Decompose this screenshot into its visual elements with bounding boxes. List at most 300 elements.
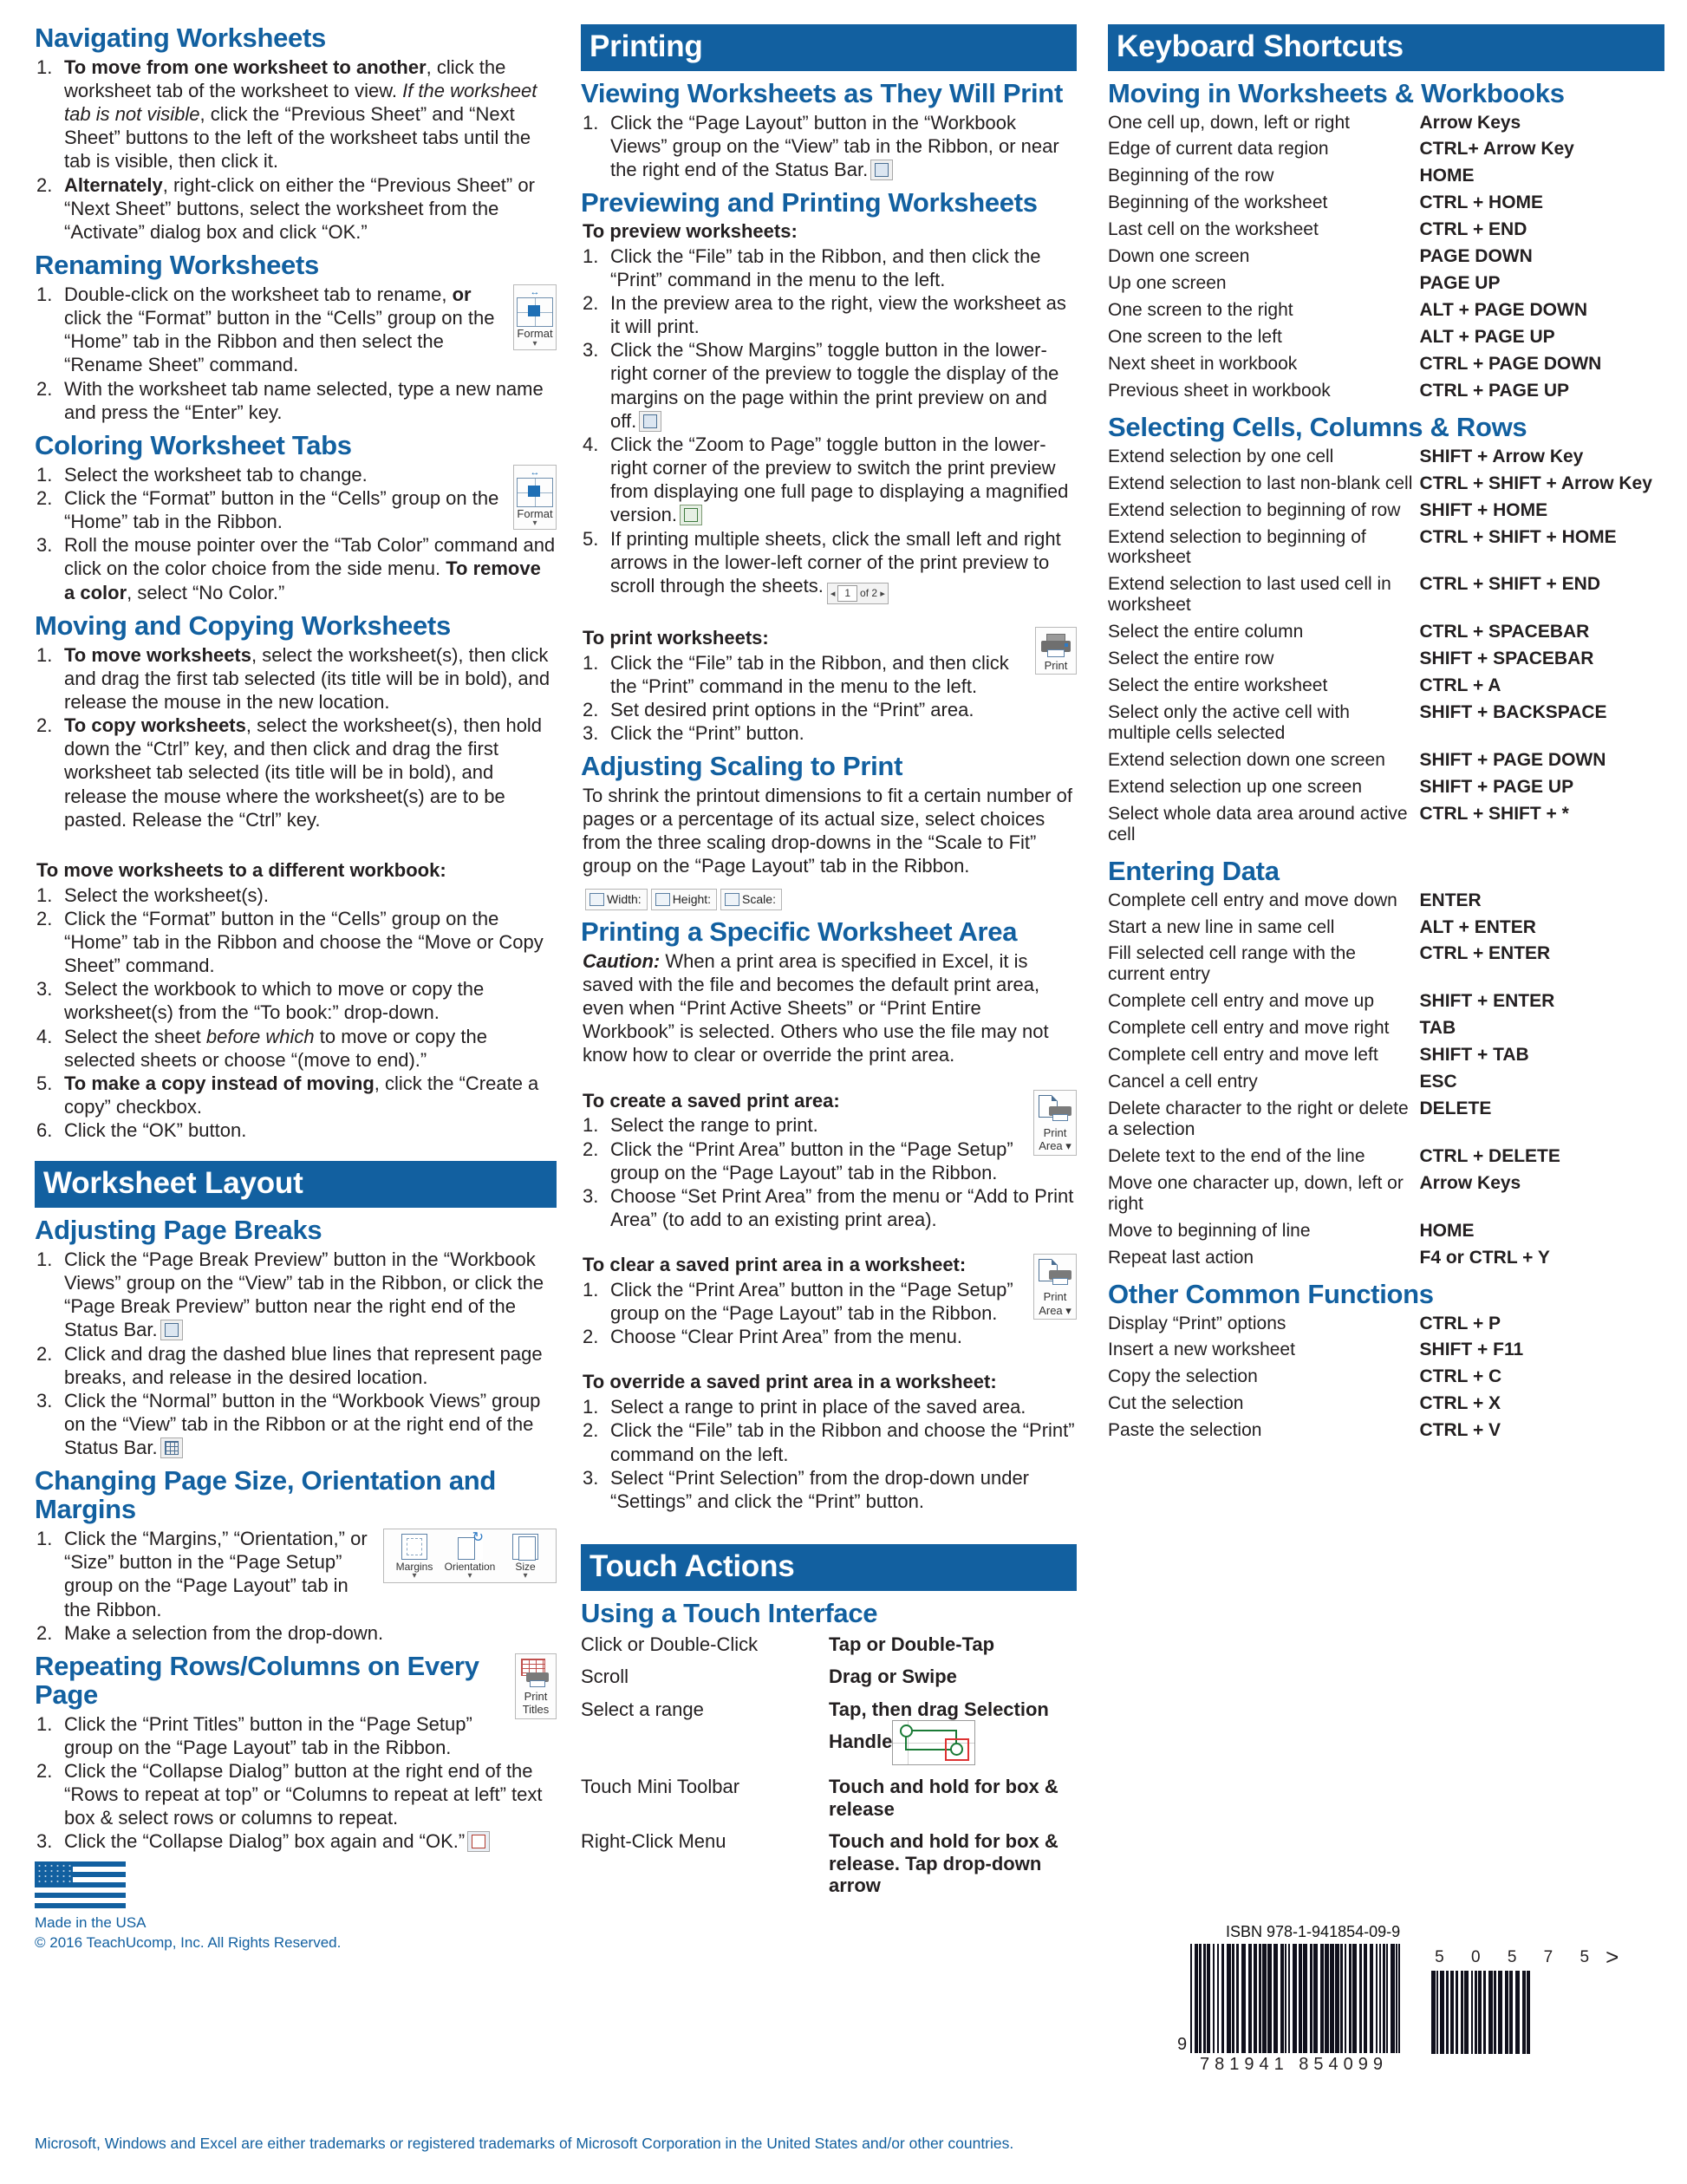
touch-gesture: Tap, then drag Selection Handle <box>829 1696 1077 1774</box>
page-total-label: of 2 <box>860 586 878 599</box>
shortcut-keys: SHIFT + F11 <box>1419 1340 1524 1360</box>
table-row <box>1108 111 1664 138</box>
page-number-input[interactable]: 1 <box>837 585 857 602</box>
shortcut-keys: PAGE UP <box>1419 273 1501 294</box>
shortcut-keys: F4 or CTRL + Y <box>1419 1247 1550 1268</box>
step-text: Click and drag the dashed blue lines that represent page breaks, and release in the desired location. <box>64 1342 543 1388</box>
shortcut-keys: CTRL + C <box>1419 1366 1502 1387</box>
section-heading-entering-data: Entering Data <box>1108 855 1280 886</box>
section-heading-repeating-rows-columns: Repeating Rows/Columns on Every Page <box>35 1650 479 1710</box>
print-area-label-1-b: Print <box>1043 1290 1067 1304</box>
table-row <box>1108 1418 1664 1445</box>
steps-repeating-rows-columns <box>35 1712 557 1854</box>
table-row <box>1108 445 1664 472</box>
table-row <box>581 1696 1077 1774</box>
leadin-clear-saved-print-area: To clear a saved print area in a worksheet: <box>583 1254 967 1276</box>
list-item: 1. To move from one worksheet to another, click the worksheet tab of the worksheet to view. If the worksheet tab is not visible, click the “Previous Sheet” and “Next Sheet” buttons to the left of the worksheet tabs until the tab is visible, then click it. <box>36 55 537 173</box>
shortcut-description: Delete text to the end of the line <box>1108 1145 1365 1166</box>
banner-worksheet-layout: Worksheet Layout <box>35 1161 557 1208</box>
table-row <box>1108 748 1664 775</box>
height-dropdown[interactable] <box>651 889 717 910</box>
shortcut-keys: HOME <box>1419 1220 1475 1241</box>
shortcut-description: Extend selection to beginning of row <box>1108 499 1401 520</box>
table-row <box>1108 1392 1664 1418</box>
width-label: Width: <box>607 891 642 906</box>
touch-action: Click or Double-Click <box>581 1633 759 1655</box>
list-item: 5. If printing multiple sheets, click the small left and right arrows in the lower-left corner of the print preview to scroll through the sheets. ◂ 1 of 2 ▸ <box>581 527 1077 604</box>
step-text: Choose “Set Print Area” from the menu or “Add to Print Area” (to add to an existing print area). <box>610 1184 1074 1231</box>
steps-preview-worksheets <box>581 244 1077 604</box>
step-text: Click the “Print Area” button in the “Page Setup” group on the “Page Layout” tab in the Ribbon. <box>610 1138 1013 1183</box>
list-item: 2. Make a selection from the drop-down. <box>36 1621 384 1644</box>
shortcut-description: Up one screen <box>1108 273 1227 294</box>
shortcut-keys: DELETE <box>1419 1099 1492 1119</box>
shortcut-keys: HOME <box>1419 166 1475 186</box>
steps-print-worksheets <box>581 651 1077 746</box>
orientation-label: Orientation <box>444 1561 496 1574</box>
step-text: Select the range to print. <box>610 1114 818 1137</box>
steps-override-saved-print-area <box>581 1395 1077 1513</box>
list-item: 2. With the worksheet tab name selected, type a new name and press the “Enter” key. <box>36 377 544 423</box>
shortcut-description: One screen to the right <box>1108 300 1293 321</box>
step-text: Click the “File” tab in the Ribbon, and then click the “Print” command in the menu to the left. <box>610 651 1009 697</box>
shortcut-keys: CTRL + X <box>1419 1393 1501 1414</box>
shortcut-keys: SHIFT + Arrow Key <box>1419 446 1584 466</box>
size-button[interactable]: Size ▾ <box>498 1534 552 1580</box>
ean5-addon-barcode <box>1431 1971 1619 2054</box>
page-break-preview-status-icon[interactable] <box>160 1320 183 1340</box>
list-item: 4. Click the “Zoom to Page” toggle button in the lower-right corner of the preview to switch the print preview from displaying one full page to displaying a magnified version. <box>583 433 1069 526</box>
shortcut-description: Extend selection by one cell <box>1108 446 1334 466</box>
shortcut-description: Complete cell entry and move right <box>1108 1018 1390 1039</box>
shortcut-description: Beginning of the row <box>1108 166 1274 186</box>
list-item: 1. Click the “Print Area” button in the “Page Setup” group on the “Page Layout” tab in the Ribbon. <box>583 1279 1013 1325</box>
leadin-override-saved-print-area: To override a saved print area in a worksheet: <box>583 1371 997 1393</box>
banner-keyboard-shortcuts: Keyboard Shortcuts <box>1108 24 1664 71</box>
orientation-button[interactable]: ↻ Orientation ▾ <box>443 1534 497 1580</box>
shortcut-description: Paste the selection <box>1108 1420 1262 1441</box>
list-item: 2. Alternately, right-click on either the “Previous Sheet” or “Next Sheet” buttons, select the worksheet from the “Activate” dialog box and click “OK.” <box>36 173 535 243</box>
shortcut-description: Select whole data area around active cell <box>1108 803 1408 844</box>
table-row <box>1108 1246 1664 1273</box>
list-item: 1. Click the “Margins,” “Orientation,” or “Size” button in the “Page Setup” group on the “Page Layout” tab in the Ribbon. <box>36 1528 368 1620</box>
shortcut-description: Repeat last action <box>1108 1247 1254 1268</box>
step-text: Choose “Clear Print Area” from the menu. <box>610 1326 962 1348</box>
shortcut-description: Extend selection to last used cell in worksheet <box>1108 574 1391 616</box>
step-text: Click the “Zoom to Page” toggle button in the lower-right corner of the preview to switch the print preview from displaying one full page to displaying a magnified version. <box>610 433 1069 526</box>
shortcut-rows-other <box>1108 1312 1664 1446</box>
shortcut-keys: ALT + PAGE DOWN <box>1419 300 1587 321</box>
step-text: Click the “Print Area” button in the “Page Setup” group on the “Page Layout” tab in the Ribbon. <box>610 1279 1013 1325</box>
list-item: 2. Click and drag the dashed blue lines that represent page breaks, and release in the desired location. <box>36 1342 543 1388</box>
touch-gesture: Touch and hold for box & release <box>829 1776 1058 1820</box>
shortcut-keys: CTRL + PAGE UP <box>1419 380 1570 401</box>
ean13-barcode <box>1190 1944 1402 2053</box>
step-text: Set desired print options in the “Print” area. <box>610 698 974 720</box>
table-row <box>1108 1338 1664 1365</box>
format-button-icon[interactable]: ↔ Format ▾ <box>513 284 557 350</box>
table-row <box>1108 472 1664 499</box>
shortcut-description: Previous sheet in workbook <box>1108 380 1331 401</box>
step-text: Alternately, right-click on either the “Previous Sheet” or “Next Sheet” buttons, select the worksheet from the “Activate” dialog box and click “OK.” <box>64 173 535 243</box>
step-text: Select the worksheet tab to change. <box>64 463 368 486</box>
list-item: 2. Click the “Format” button in the “Cells” group on the “Home” tab in the Ribbon. <box>36 486 499 533</box>
step-text: Click the “Normal” button in the “Workbook Views” group on the “View” tab in the Ribbon or at the right end of the Status Bar. <box>64 1389 541 1459</box>
list-item: 1. To move worksheets, select the worksheet(s), then click and drag the first tab selected (its title will be in bold), and release the mouse in the new location. <box>36 643 550 713</box>
table-row <box>1108 1312 1664 1339</box>
barcode-digits: 781941 854099 <box>1200 2055 1389 2074</box>
list-item: 2. Click the “Format” button in the “Cells” group on the “Home” tab in the Ribbon and choose the “Move or Copy Sheet” command. <box>36 907 544 977</box>
shortcut-keys: CTRL + END <box>1419 219 1527 240</box>
step-text: Make a selection from the drop-down. <box>64 1621 384 1644</box>
list-item: 3. Select “Print Selection” from the drop-down under “Settings” and click the “Print” button. <box>583 1466 1030 1512</box>
leadin-move-to-different-workbook: To move worksheets to a different workbook: <box>36 858 446 881</box>
shortcut-description: Complete cell entry and move left <box>1108 1045 1378 1066</box>
table-row <box>1108 379 1664 406</box>
table-row <box>1108 889 1664 916</box>
shortcut-description: Extend selection down one screen <box>1108 749 1385 770</box>
shortcut-description: Cut the selection <box>1108 1393 1244 1414</box>
print-area-label-1: Print <box>1043 1125 1067 1139</box>
steps-adjusting-page-breaks <box>35 1248 557 1459</box>
shortcut-description: Copy the selection <box>1108 1366 1258 1387</box>
table-row <box>1108 137 1664 164</box>
print-titles-button-icon[interactable] <box>515 1653 557 1719</box>
step-text: Select the workbook to which to move or copy the worksheet(s) from the “To book:” drop-down. <box>64 978 485 1024</box>
table-row <box>1108 1365 1664 1392</box>
barcode-addon-digits: 5 0 5 7 5 <box>1435 1947 1601 1966</box>
show-margins-icon[interactable] <box>639 411 661 432</box>
leadin-to-print-worksheets: To print worksheets: <box>583 626 769 649</box>
table-row <box>1108 218 1664 244</box>
shortcut-description: Complete cell entry and move up <box>1108 991 1374 1012</box>
touch-actions-table <box>581 1631 1077 1905</box>
shortcut-keys: CTRL + ENTER <box>1419 943 1551 964</box>
touch-action: Select a range <box>581 1698 704 1720</box>
scale-label: Scale: <box>742 891 776 906</box>
print-area-label-2-b: Area ▾ <box>1039 1303 1071 1317</box>
column-printing <box>572 24 1092 1953</box>
touch-gesture: Touch and hold for box & release. Tap drop-down arrow <box>829 1830 1058 1897</box>
print-titles-label-2: Titles <box>522 1703 550 1717</box>
barcode-block <box>1177 1923 1663 2075</box>
list-item: 3. Select the workbook to which to move or copy the worksheet(s) from the “To book:” drop-down. <box>36 978 485 1024</box>
steps-move-to-different-workbook <box>35 883 557 1143</box>
step-text: To make a copy instead of moving, click the “Create a copy” checkbox. <box>64 1072 539 1118</box>
table-row <box>1108 1097 1664 1144</box>
margins-label: Margins <box>395 1561 433 1574</box>
page-layout-status-icon[interactable] <box>870 160 893 180</box>
table-row <box>1108 164 1664 191</box>
scale-to-fit-buttons[interactable] <box>585 885 785 910</box>
size-label: Size <box>515 1561 536 1574</box>
step-text: Click the “Format” button in the “Cells” group on the “Home” tab in the Ribbon and choose the “Move or Copy Sheet” command. <box>64 907 544 977</box>
steps-clear-saved-print-area <box>581 1278 1077 1348</box>
shortcut-keys: SHIFT + PAGE UP <box>1419 776 1574 797</box>
table-row <box>1108 1144 1664 1171</box>
shortcut-keys: ENTER <box>1419 890 1482 910</box>
collapse-dialog-icon[interactable] <box>467 1831 490 1852</box>
step-text: To move worksheets, select the worksheet(s), then click and drag the first tab selected (its title will be in bold), and release the mouse in the new location. <box>64 643 550 713</box>
shortcut-rows-selecting <box>1108 445 1664 850</box>
section-heading-previewing-printing: Previewing and Printing Worksheets <box>581 187 1038 218</box>
caution-label: Caution: <box>583 949 661 972</box>
table-row <box>1108 942 1664 989</box>
shortcut-description: Edge of current data region <box>1108 139 1329 160</box>
section-heading-printing-specific-area: Printing a Specific Worksheet Area <box>581 916 1018 947</box>
step-text: Click the “Collapse Dialog” box again and “OK.” <box>64 1830 466 1853</box>
shortcut-keys: CTRL + SHIFT + * <box>1419 803 1569 824</box>
section-heading-moving-in-worksheets: Moving in Worksheets & Workbooks <box>1108 77 1565 108</box>
shortcut-keys: SHIFT + PAGE DOWN <box>1419 749 1606 770</box>
list-item: 1. Double-click on the worksheet tab to rename, or click the “Format” button in the “Cells” group on the “Home” tab in the Ribbon and then select the “Rename Sheet” command. <box>36 283 495 376</box>
list-item: 6. Click the “OK” button. <box>36 1119 247 1142</box>
step-text: Roll the mouse pointer over the “Tab Color” command and click on the color choice from the side menu. To remove a color, select “No Color.” <box>64 534 556 603</box>
section-heading-viewing-worksheets-print: Viewing Worksheets as They Will Print <box>581 77 1063 108</box>
table-row <box>1108 191 1664 218</box>
print-area-label-2: Area ▾ <box>1039 1139 1071 1153</box>
steps-create-saved-print-area <box>581 1113 1077 1231</box>
barcode-left-digit: 9 <box>1177 2035 1188 2054</box>
list-item: 1. Select the range to print. <box>583 1114 818 1137</box>
format-button-icon-2[interactable]: ↔ Format ▾ <box>513 465 557 531</box>
table-row <box>1108 802 1664 850</box>
shortcut-rows-moving <box>1108 111 1664 406</box>
table-row <box>581 1828 1077 1905</box>
caution-paragraph <box>583 949 1077 1067</box>
section-heading-adjusting-page-breaks: Adjusting Page Breaks <box>35 1215 322 1246</box>
shortcut-description: Start a new line in same cell <box>1108 916 1335 937</box>
list-item: 1. Click the “Page Break Preview” button in the “Workbook Views” group on the “View” tab in the Ribbon, or click the “Page Break Preview” button near the right end of the Status Bar. <box>36 1248 544 1341</box>
width-dropdown[interactable] <box>585 889 648 910</box>
list-item: 3. Click the “Collapse Dialog” box again and “OK.” <box>35 1829 557 1853</box>
steps-moving-copying-worksheets <box>35 643 557 831</box>
list-item: 1. Click the “Print Titles” button in the “Page Setup” group on the “Page Layout” tab in the Ribbon. <box>36 1712 472 1758</box>
step-text: Double-click on the worksheet tab to rename, or click the “Format” button in the “Cells” group on the “Home” tab in the Ribbon and then select the “Rename Sheet” command. <box>64 283 495 376</box>
table-row <box>1108 701 1664 748</box>
step-text: Click the “Margins,” “Orientation,” or “Size” button in the “Page Setup” group on the “Page Layout” tab in the Ribbon. <box>64 1528 368 1620</box>
normal-view-status-icon[interactable] <box>160 1438 183 1458</box>
step-text: In the preview area to the right, view the worksheet as it will print. <box>610 292 1066 338</box>
step-text: Click the “Print Titles” button in the “Page Setup” group on the “Page Layout” tab in the Ribbon. <box>64 1712 472 1758</box>
print-button-label: Print <box>1044 658 1068 672</box>
column-worksheets <box>35 24 572 1953</box>
table-row <box>1108 298 1664 325</box>
usa-flag-icon <box>35 1861 126 1912</box>
section-heading-moving-copying-worksheets: Moving and Copying Worksheets <box>35 610 451 641</box>
list-item: 1. Select the worksheet(s). <box>36 883 269 906</box>
shortcut-keys: Arrow Keys <box>1419 1172 1521 1193</box>
steps-viewing-worksheets-print <box>581 111 1077 181</box>
isbn-text: ISBN 978-1-941854-09-9 <box>1226 1923 1401 1940</box>
step-text: Click the “Format” button in the “Cells” group on the “Home” tab in the Ribbon. <box>64 486 499 533</box>
shortcut-keys: SHIFT + BACKSPACE <box>1419 702 1607 723</box>
step-text: Click the “Print” button. <box>610 722 804 744</box>
table-row <box>1108 499 1664 525</box>
trademark-text: Microsoft, Windows and Excel are either trademarks or registered trademarks of Microsoft Corporation in the United States and/or other countries. <box>35 2135 1014 2152</box>
shortcut-description: Last cell on the worksheet <box>1108 219 1319 240</box>
shortcut-rows-entering <box>1108 889 1664 1273</box>
shortcut-keys: ESC <box>1419 1072 1457 1092</box>
list-item: 2. Click the “File” tab in the Ribbon and choose the “Print” command on the left. <box>583 1419 1075 1465</box>
step-text: Click the “Page Layout” button in the “Workbook Views” group on the “View” tab in the Ribbon, or near the right end of the Status Bar. <box>610 111 1059 180</box>
table-row <box>1108 674 1664 701</box>
list-item: 1. Click the “Page Layout” button in the “Workbook Views” group on the “View” tab in the Ribbon, or near the right end of the Status Bar. <box>583 111 1059 180</box>
touch-action: Touch Mini Toolbar <box>581 1776 740 1798</box>
step-text: Select “Print Selection” from the drop-down under “Settings” and click the “Print” button. <box>610 1466 1030 1512</box>
touch-gesture: Tap or Double-Tap <box>829 1633 995 1655</box>
list-item: 2. Click the “Print Area” button in the “Page Setup” group on the “Page Layout” tab in the Ribbon. <box>583 1138 1013 1183</box>
shortcut-keys: PAGE DOWN <box>1419 246 1533 267</box>
table-row <box>581 1773 1077 1828</box>
scale-dropdown[interactable] <box>720 889 782 910</box>
list-item: 3. Click the “Show Margins” toggle button in the lower-right corner of the preview to toggle the display of the margins on the page within the print preview on and off. <box>583 339 1059 432</box>
list-item: 1. Click the “File” tab in the Ribbon, and then click the “Print” command in the menu to the left. <box>583 244 1041 290</box>
shortcut-table-selecting <box>1108 445 1664 850</box>
table-row <box>1108 1070 1664 1097</box>
step-text: Click the “OK” button. <box>64 1119 247 1142</box>
list-item: 5. To make a copy instead of moving, click the “Create a copy” checkbox. <box>36 1072 539 1118</box>
section-heading-navigating-worksheets: Navigating Worksheets <box>35 23 326 53</box>
shortcut-description: Next sheet in workbook <box>1108 353 1298 374</box>
shortcut-keys: CTRL + DELETE <box>1419 1145 1560 1166</box>
shortcut-description: Beginning of the worksheet <box>1108 192 1328 213</box>
table-row <box>1108 1219 1664 1246</box>
shortcut-description: Select the entire row <box>1108 649 1274 669</box>
shortcut-description: Fill selected cell range with the current entry <box>1108 943 1356 985</box>
shortcut-keys: CTRL + SHIFT + END <box>1419 574 1600 595</box>
shortcut-description: Select the entire worksheet <box>1108 675 1328 696</box>
shortcut-keys: CTRL + A <box>1419 675 1501 696</box>
shortcut-description: Move to beginning of line <box>1108 1220 1311 1241</box>
height-label: Height: <box>672 891 712 906</box>
table-row <box>1108 989 1664 1016</box>
steps-coloring-worksheet-tabs <box>35 463 557 604</box>
step-text: Click the “File” tab in the Ribbon and choose the “Print” command on the left. <box>610 1419 1075 1465</box>
shortcut-keys: CTRL+ Arrow Key <box>1419 139 1574 160</box>
shortcut-table-moving <box>1108 111 1664 406</box>
touch-action: Right-Click Menu <box>581 1830 726 1853</box>
touch-action: Scroll <box>581 1666 629 1688</box>
touch-gesture: Drag or Swipe <box>829 1666 957 1688</box>
print-titles-label-1: Print <box>524 1689 548 1703</box>
list-item: 4. Select the sheet before which to move or copy the selected sheets or choose “(move to end).” <box>36 1025 487 1071</box>
shortcut-description: Extend selection to last non-blank cell <box>1108 473 1413 493</box>
shortcut-description: Extend selection up one screen <box>1108 776 1363 797</box>
table-row <box>581 1663 1077 1696</box>
format-button-label: Format <box>517 326 553 340</box>
table-row <box>1108 325 1664 352</box>
table-row <box>1108 1171 1664 1219</box>
table-row <box>1108 775 1664 802</box>
list-item: 3. Click the “Normal” button in the “Workbook Views” group on the “View” tab in the Ribbon or at the right end of the Status Bar. <box>36 1389 541 1459</box>
step-text: Select a range to print in place of the saved area. <box>610 1396 1026 1418</box>
selection-handle-illustration <box>892 1720 975 1765</box>
section-heading-selecting-cells: Selecting Cells, Columns & Rows <box>1108 411 1527 442</box>
shortcut-description: Insert a new worksheet <box>1108 1340 1295 1360</box>
shortcut-description: Complete cell entry and move down <box>1108 890 1397 910</box>
shortcut-description: Display “Print” options <box>1108 1313 1286 1333</box>
table-row <box>1108 1043 1664 1070</box>
step-text: Click the “Show Margins” toggle button in the lower-right corner of the preview to toggle the display of the margins on the page within the print preview on and off. <box>610 339 1059 432</box>
shortcut-keys: CTRL + SPACEBAR <box>1419 622 1590 642</box>
shortcut-table-other <box>1108 1312 1664 1446</box>
shortcut-description: Select only the active cell with multiple cells selected <box>1108 702 1350 744</box>
table-row <box>1108 271 1664 298</box>
leadin-to-preview-worksheets: To preview worksheets: <box>583 219 798 242</box>
list-item: 2. Choose “Clear Print Area” from the menu. <box>583 1326 962 1348</box>
format-button-label-2: Format <box>517 506 553 520</box>
print-preview-page-nav[interactable] <box>827 583 889 604</box>
zoom-to-page-icon[interactable] <box>680 505 702 525</box>
section-heading-coloring-worksheet-tabs: Coloring Worksheet Tabs <box>35 429 352 460</box>
table-row <box>1108 647 1664 674</box>
next-page-arrow-icon[interactable]: ▸ <box>880 588 885 599</box>
table-row <box>581 1631 1077 1664</box>
shortcut-keys: SHIFT + TAB <box>1419 1045 1529 1066</box>
step-text: If printing multiple sheets, click the small left and right arrows in the lower-left corner of the print preview to scroll through the sheets. <box>610 527 1061 597</box>
list-item: 3. Choose “Set Print Area” from the menu or “Add to Print Area” (to add to an existing print area). <box>583 1184 1074 1231</box>
shortcut-keys: CTRL + PAGE DOWN <box>1419 353 1602 374</box>
shortcut-description: Delete character to the right or delete a selection <box>1108 1099 1409 1140</box>
shortcut-keys: CTRL + V <box>1419 1420 1501 1441</box>
prev-page-arrow-icon[interactable]: ◂ <box>830 588 836 599</box>
shortcut-keys: CTRL + SHIFT + HOME <box>1419 526 1617 547</box>
list-item: 2. Click the “Collapse Dialog” button at the right end of the “Rows to repeat at top” or “Columns to repeat at left” text box & select rows or columns to repeat. <box>36 1759 543 1829</box>
margins-button[interactable]: Margins ▾ <box>388 1534 441 1580</box>
shortcut-description: Move one character up, down, left or right <box>1108 1172 1404 1214</box>
table-row <box>1108 572 1664 620</box>
list-item: 3. Roll the mouse pointer over the “Tab Color” command and click on the color choice from the side menu. To remove a color, select “No Color.” <box>36 534 556 603</box>
list-item: 2. In the preview area to the right, view the worksheet as it will print. <box>583 292 1066 338</box>
shortcut-description: Select the entire column <box>1108 622 1304 642</box>
step-text: Click the “Collapse Dialog” button at the right end of the “Rows to repeat at top” or “Columns to repeat at left” text box & select rows or columns to repeat. <box>64 1759 543 1829</box>
list-item: 1. Select a range to print in place of the saved area. <box>583 1396 1026 1418</box>
list-item: 2. Set desired print options in the “Print” area. <box>583 698 974 720</box>
shortcut-keys: SHIFT + SPACEBAR <box>1419 649 1594 669</box>
section-heading-using-touch-interface: Using a Touch Interface <box>581 1597 878 1628</box>
step-text: With the worksheet tab name selected, type a new name and press the “Enter” key. <box>64 377 544 423</box>
step-text: To copy worksheets, select the worksheet(s), then hold down the “Ctrl” key, and then click and drag the first worksheet tab selected (its title will be in bold), and release the mouse where the worksheet(s) are to be pasted. Release the “Ctrl” key. <box>64 714 543 831</box>
barcode-addon-marker: > <box>1606 1944 1619 1970</box>
shortcut-keys: CTRL + P <box>1419 1313 1501 1333</box>
table-row <box>1108 244 1664 271</box>
steps-changing-page-size <box>35 1527 557 1645</box>
leadin-create-saved-print-area: To create a saved print area: <box>583 1089 840 1112</box>
copyright-text: © 2016 TeachUcomp, Inc. All Rights Reserved. <box>35 1934 342 1952</box>
shortcut-description: Down one screen <box>1108 246 1250 267</box>
section-heading-renaming-worksheets: Renaming Worksheets <box>35 250 319 281</box>
step-text: Select the sheet before which to move or copy the selected sheets or choose “(move to end).” <box>64 1025 487 1071</box>
section-heading-changing-page-size: Changing Page Size, Orientation and Margins <box>35 1465 497 1525</box>
shortcut-table-entering <box>1108 889 1664 1273</box>
step-text: Select the worksheet(s). <box>64 883 269 906</box>
table-row <box>1108 620 1664 647</box>
step-text: To move from one worksheet to another, click the worksheet tab of the worksheet to view. If the worksheet tab is not visible, click the “Previous Sheet” and “Next Sheet” buttons to the left of the worksheet tabs until the tab is visible, then click it. <box>64 55 537 173</box>
shortcut-keys: CTRL + SHIFT + Arrow Key <box>1419 473 1652 493</box>
list-item: 1. Click the “File” tab in the Ribbon, and then click the “Print” command in the menu to the left. <box>583 651 1009 697</box>
shortcut-description: One screen to the left <box>1108 327 1282 348</box>
paragraph-adjusting-scaling: To shrink the printout dimensions to fit a certain number of pages or a percentage of its actual size, select choices from the three scaling drop-downs in the “Scale to Fit” group on the “Page Layout” tab in the Ribbon.Width: Height: Scale: <box>583 784 1077 910</box>
list-item: 2. To copy worksheets, select the worksheet(s), then hold down the “Ctrl” key, and then click and drag the first worksheet tab selected (its title will be in bold), and release the mouse where the worksheet(s) are to be pasted. Release the “Ctrl” key. <box>36 714 543 831</box>
shortcut-keys: Arrow Keys <box>1419 112 1521 133</box>
shortcut-keys: CTRL + HOME <box>1419 192 1544 213</box>
table-row <box>1108 352 1664 379</box>
shortcut-keys: ALT + PAGE UP <box>1419 327 1555 348</box>
caution-text: When a print area is specified in Excel, it is saved with the file and becomes the default print area, even when “Print Active Sheets” or “Print Entire Workbook” is selected. Others who use the file may not know how to clear or override the print area. <box>583 949 1049 1066</box>
steps-navigating-worksheets <box>35 55 557 244</box>
shortcut-description: Cancel a cell entry <box>1108 1072 1258 1092</box>
